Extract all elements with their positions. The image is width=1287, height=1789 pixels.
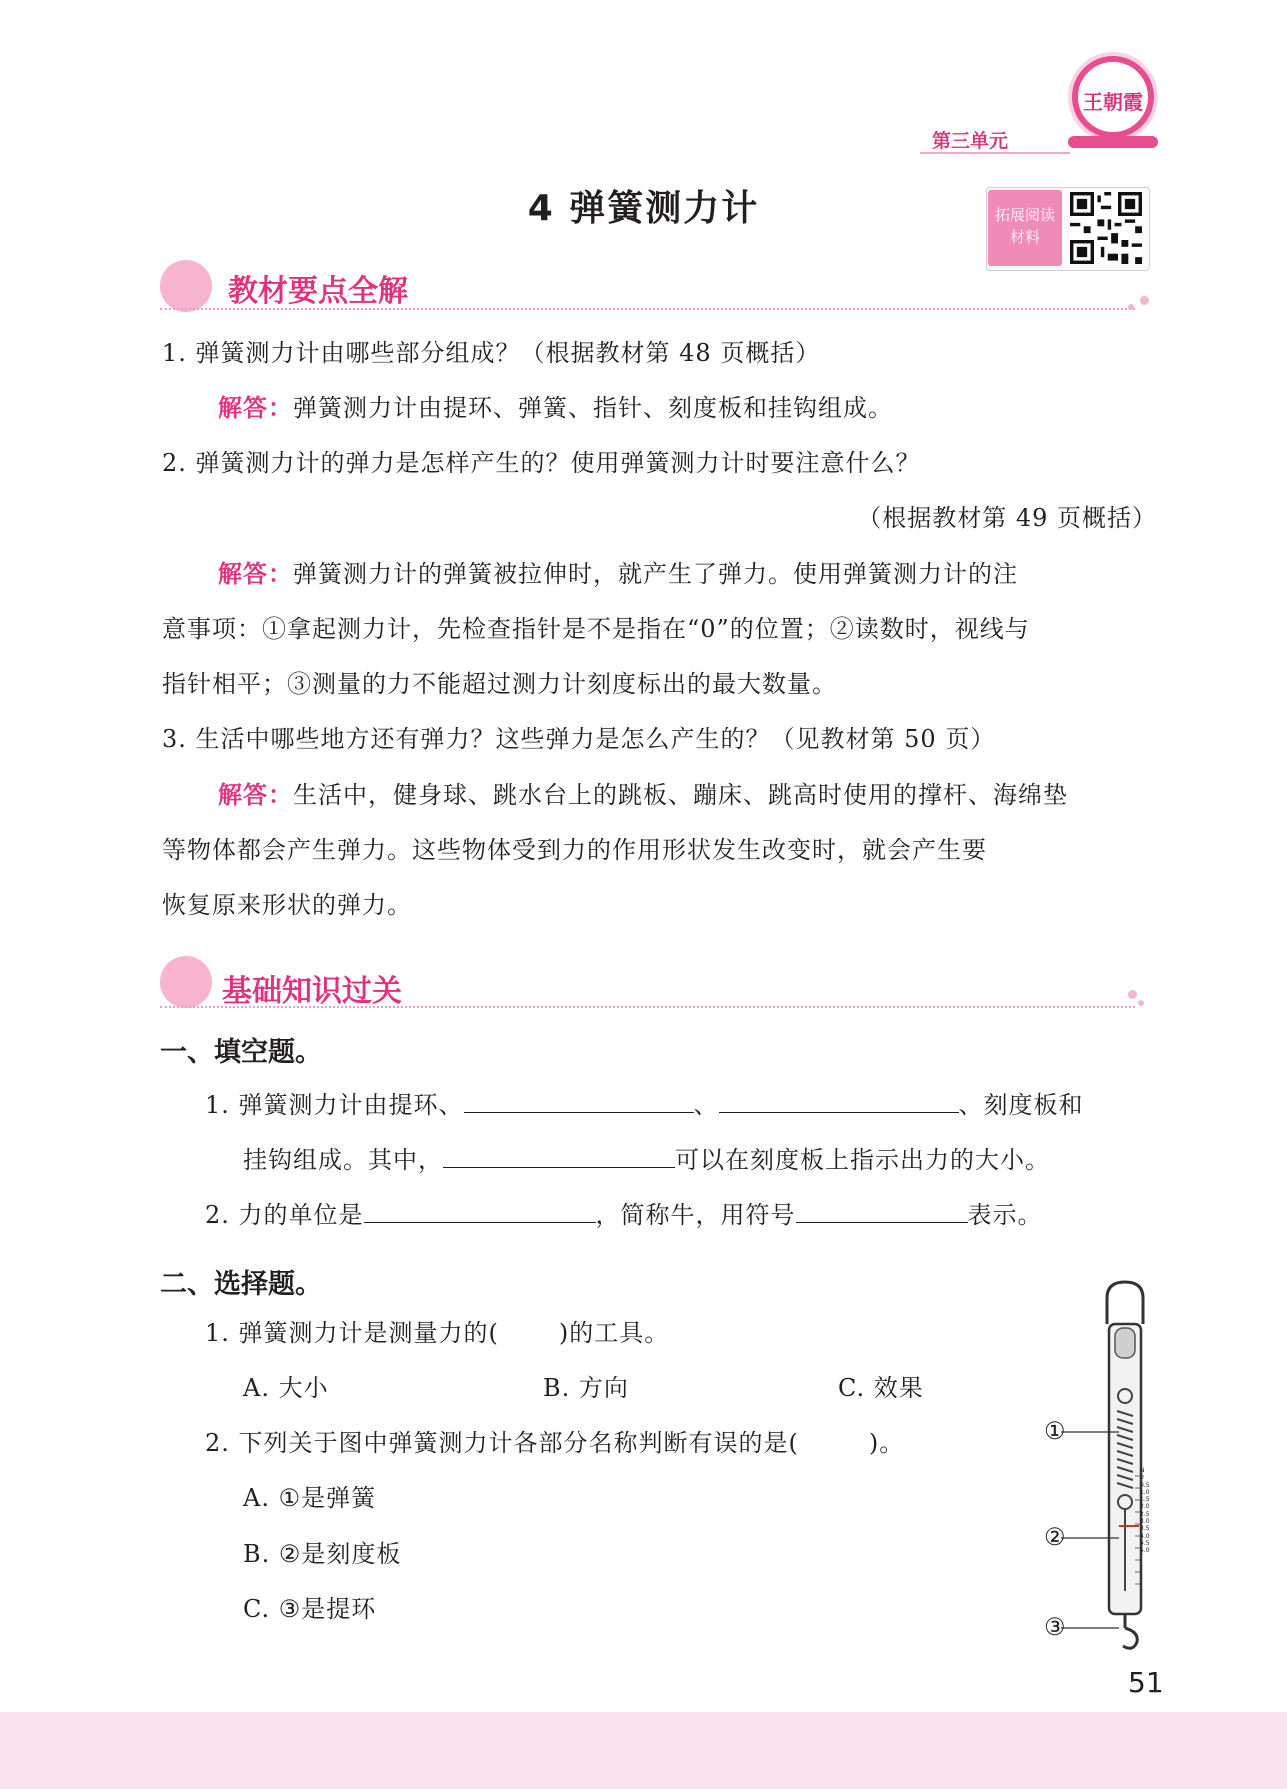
extended-reading-button[interactable] (988, 190, 1062, 266)
fill-q2-text-b: ，简称牛，用符号 (595, 1201, 796, 1229)
scale-tick-label: 5.0 (1140, 1547, 1150, 1555)
fill-question-2 (205, 1196, 1043, 1230)
fill-q1-text-e: 可以在刻度板上指示出力的大小。 (675, 1146, 1050, 1174)
header-divider (920, 152, 1070, 154)
section2-bubble (1128, 990, 1137, 999)
section1-mascot-icon (160, 260, 212, 312)
answer-blank[interactable] (719, 1086, 959, 1113)
fill-question-1-line2 (243, 1141, 1050, 1175)
figure-label-3: ③ (1044, 1613, 1067, 1641)
answer-1 (218, 393, 893, 423)
fill-heading: 一、填空题。 (160, 1037, 322, 1068)
answer-blank[interactable] (443, 1141, 675, 1168)
answer-1-text: 弹簧测力计由提环、弹簧、指针、刻度板和挂钩组成。 (293, 394, 893, 422)
fill-question-1-line1 (205, 1086, 1084, 1120)
brand-logo-text: 王朝霞 (1083, 90, 1143, 114)
answer-label: 解答： (218, 781, 293, 809)
figure-label-2: ② (1044, 1523, 1067, 1551)
scale-tick-label: 2.0 (1140, 1503, 1150, 1511)
answer-3-line1 (218, 780, 1068, 810)
section1-bubble (1140, 296, 1149, 305)
choice-q2-text-b: )。 (868, 1429, 905, 1457)
page-title: 4 弹簧测力计 (527, 188, 760, 229)
fill-q1-text-b: 、 (693, 1091, 719, 1119)
scale-tick-label: 1.5 (1140, 1496, 1150, 1504)
answer-blank[interactable] (796, 1196, 968, 1223)
scale-tick-label: 1.0 (1140, 1488, 1150, 1496)
section2-mascot-icon (160, 956, 212, 1008)
section2-bubble (1138, 1000, 1144, 1006)
answer-3-text: 生活中，健身球、跳水台上的跳板、蹦床、跳高时使用的撑杆、海绵垫 (293, 781, 1068, 809)
scale-tick-label: 4.0 (1140, 1532, 1150, 1540)
choice-question-2 (205, 1428, 904, 1458)
choice-q2-option-b[interactable]: B. ②是刻度板 (243, 1540, 402, 1568)
answer-blank[interactable] (364, 1196, 596, 1223)
fill-q1-text-d: 挂钩组成。其中， (243, 1146, 443, 1174)
fill-q1-text-c: 、刻度板和 (958, 1091, 1084, 1119)
answer-label: 解答： (218, 560, 293, 588)
answer-2-text: 弹簧测力计的弹簧被拉伸时，就产生了弹力。使用弹簧测力计的注 (293, 560, 1018, 588)
brand-ribbon (1068, 136, 1158, 148)
spring-scale-figure (1035, 1276, 1165, 1656)
extended-reading-line1: 拓展阅读 (994, 206, 1055, 224)
answer-blank[interactable] (464, 1086, 694, 1113)
section1-dotted-rule (160, 308, 1135, 310)
scale-tick-labels (1140, 1467, 1150, 1555)
answer-3-line3: 恢复原来形状的弹力。 (162, 891, 412, 919)
answer-2-line1 (218, 559, 1018, 589)
scale-tick-label: N (1140, 1467, 1145, 1474)
fill-q2-text-c: 表示。 (967, 1201, 1043, 1229)
scale-tick-label: 2.5 (1140, 1510, 1150, 1518)
fill-q1-text-a: 1. 弹簧测力计由提环、 (205, 1091, 464, 1119)
answer-2-line3: 指针相平；③测量的力不能超过测力计刻度标出的最大数量。 (162, 670, 837, 698)
figure-label-1: ① (1044, 1417, 1067, 1445)
scale-tick-label: 4.5 (1140, 1539, 1150, 1547)
choice-q1-option-a[interactable]: A. 大小 (243, 1374, 329, 1402)
question-3: 3. 生活中哪些地方还有弹力？这些弹力是怎么产生的？（见教材第 50 页） (162, 725, 996, 753)
choice-q1-option-b[interactable]: B. 方向 (543, 1374, 629, 1402)
section2-title: 基础知识过关 (222, 974, 402, 1009)
question-2-source: （根据教材第 49 页概括） (857, 504, 1157, 532)
choice-q2-option-a[interactable]: A. ①是弹簧 (243, 1484, 377, 1512)
choice-heading: 二、选择题。 (160, 1269, 322, 1300)
answer-2-line2: 意事项：①拿起测力计，先检查指针是不是指在“0”的位置；②读数时，视线与 (162, 615, 1030, 643)
footer-band (0, 1712, 1287, 1789)
scale-tick-label: 3.5 (1140, 1525, 1150, 1533)
scale-tick-label: 0.5 (1140, 1481, 1150, 1489)
choice-q1-option-c[interactable]: C. 效果 (838, 1374, 924, 1402)
section2-dotted-rule (160, 1006, 1135, 1008)
unit-label: 第三单元 (932, 130, 1009, 152)
choice-q1-text-a: 1. 弹簧测力计是测量力的( (205, 1319, 499, 1347)
choice-q2-option-c[interactable]: C. ③是提环 (243, 1595, 377, 1623)
answer-label: 解答： (218, 394, 293, 422)
choice-question-1 (205, 1318, 669, 1348)
qr-code-icon[interactable] (1070, 192, 1142, 264)
choice-q2-text-a: 2. 下列关于图中弹簧测力计各部分名称判断有误的是( (205, 1429, 799, 1457)
choice-q1-text-b: )的工具。 (558, 1319, 670, 1347)
scale-tick-label: 0 (1140, 1474, 1144, 1482)
question-1: 1. 弹簧测力计由哪些部分组成？（根据教材第 48 页概括） (162, 339, 821, 367)
question-2: 2. 弹簧测力计的弹力是怎样产生的？使用弹簧测力计时要注意什么？ (162, 449, 921, 477)
scale-tick-label: 3.0 (1140, 1518, 1150, 1526)
answer-3-line2: 等物体都会产生弹力。这些物体受到力的作用形状发生改变时，就会产生要 (162, 836, 987, 864)
section1-title: 教材要点全解 (228, 274, 408, 309)
extended-reading-line2: 材料 (1009, 228, 1040, 246)
page-number: 51 (1128, 1666, 1164, 1699)
section1-bubble (1128, 304, 1134, 310)
fill-q2-text-a: 2. 力的单位是 (205, 1201, 364, 1229)
